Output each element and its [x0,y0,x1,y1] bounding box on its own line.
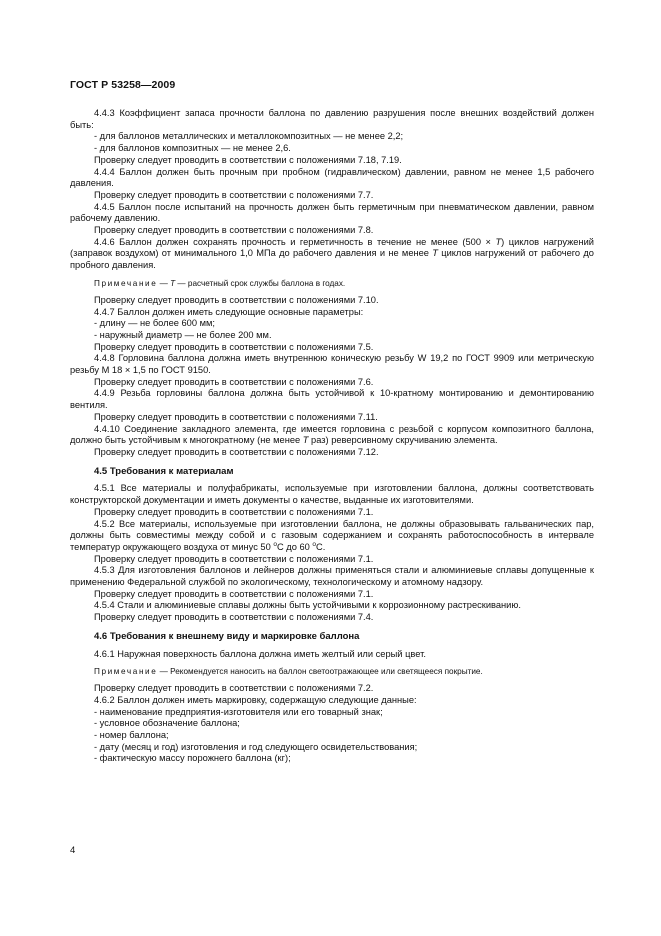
paragraph [70,424,594,447]
text-run: циклов нагружений от рабочего до пробного давления. [70,248,594,271]
paragraph: Проверку следует проводить в соответствии с положениями 7.8. [94,225,374,236]
text-run: T [432,248,438,259]
text-run: 4.5.2 Все материалы, используемые при изготовлении баллона, не должны образовывать гальванических пар, должны быть совместимы между собой и с газовым содержанием и сохранять работоспособность в интервале температур окружающего воздуха от минус 50 [70,518,594,552]
list-item: - наружный диаметр — не более 200 мм. [94,329,272,340]
text-run: — [157,278,171,288]
list-item: - дату (месяц и год) изготовления и год следующего освидетельствования; [94,741,418,752]
text-run: С. [316,541,326,552]
paragraph: 4.6.1 Наружная поверхность баллона должна иметь желтый или серый цвет. [94,648,426,659]
paragraph: 4.6.2 Баллон должен иметь маркировку, содержащую следующие данные: [94,694,417,705]
text-run: T [302,435,309,446]
paragraph: Проверку следует проводить в соответствии с положениями 7.6. [94,376,374,387]
note [70,278,594,289]
list-item: - номер баллона; [94,730,169,741]
text-run: раз) реверсивному скручиванию элемента. [308,435,498,446]
section-heading: 4.6 Требования к внешнему виду и маркировке баллона [94,630,360,642]
paragraph [70,519,594,554]
degree-sign: о [273,540,277,548]
note-text: — Рекомендуется наносить на баллон светоотражающее или светящееся покрытие. [157,667,483,677]
text-run: T [170,278,176,288]
paragraph: Проверку следует проводить в соответствии с положениями 7.2. [94,683,374,694]
paragraph: Проверку следует проводить в соответствии с положениями 7.5. [94,341,374,352]
page-number: 4 [70,845,76,856]
text-run: С до 60 [276,541,313,552]
paragraph: 4.5.4 Стали и алюминиевые сплавы должны быть устойчивыми к коррозионному растрескиванию. [94,600,521,611]
list-item: - для баллонов композитных — не менее 2,6. [94,143,291,154]
list-item: - условное обозначение баллона; [94,718,240,729]
paragraph: 4.4.4 Баллон должен быть прочным при пробном (гидравлическом) давлении, равном не менее 1,5 рабочего давления. [70,166,594,189]
section-heading: 4.5 Требования к материалам [94,465,234,477]
list-item: - для баллонов металлических и металлокомпозитных — не менее 2,2; [94,131,404,142]
text-run: T [495,236,502,247]
paragraph: Проверку следует проводить в соответствии с положениями 7.4. [94,612,374,623]
paragraph: Проверку следует проводить в соответствии с положениями 7.1. [94,506,374,517]
paragraph: 4.4.9 Резьба горловины баллона должна быть устойчивой к 10-кратному монтированию и демонтированию вентиля. [70,388,594,411]
paragraph: Проверку следует проводить в соответствии с положениями 7.1. [94,588,374,599]
document-header: ГОСТ Р 53258—2009 [70,79,176,91]
document-body [70,108,594,765]
note-text: — расчетный срок службы баллона в годах. [175,278,346,288]
paragraph: Проверку следует проводить в соответствии с положениями 7.11. [94,411,378,422]
paragraph: Проверку следует проводить в соответствии с положениями 7.10. [94,294,379,305]
paragraph: 4.5.1 Все материалы и полуфабрикаты, используемые при изготовлении баллона, должны соответствовать конструкторской документации и иметь документы о качестве, выданные их изготовителями. [70,483,594,506]
note-label: Примечание [94,667,158,677]
note [70,666,594,677]
paragraph: 4.4.7 Баллон должен иметь следующие основные параметры: [94,306,364,317]
paragraph: 4.5.3 Для изготовления баллонов и лейнеров должны применяться стали и алюминиевые сплавы допущенные к применению Федеральной службой по экологическому, технологическому и атомному надзору. [70,565,594,588]
text-run: 4.4.6 Баллон должен сохранять прочность и герметичность в течение не менее (500 × [94,236,496,247]
paragraph: Проверку следует проводить в соответствии с положениями 7.7. [94,189,374,200]
degree-sign: о [312,540,317,548]
list-item: - наименование предприятия-изготовителя или его товарный знак; [94,706,383,717]
paragraph: 4.4.3 Коэффициент запаса прочности баллона по давлению разрушения после внешних воздействий должен быть: [70,108,594,130]
text-run: 4.4.10 Соединение закладного элемента, где имеется горловина с резьбой с корпусом композитного баллона, должно быть устойчивым к многократному (не менее [70,423,594,446]
text-run: ) циклов нагружений (заправок воздухом) от минимального 1,0 МПа до рабочего давления и не менее [70,236,595,259]
note-label: Примечание [94,278,158,288]
list-item: - фактическую массу порожнего баллона (кг); [94,753,291,764]
paragraph: 4.4.5 Баллон после испытаний на прочность должен быть герметичным при пневматическом давлении, равном рабочему давлению. [70,201,594,224]
paragraph [70,237,594,272]
paragraph: Проверку следует проводить в соответствии с положениями 7.12. [94,446,379,457]
list-item: - длину — не более 600 мм; [94,318,215,329]
paragraph: Проверку следует проводить в соответствии с положениями 7.18, 7.19. [94,154,402,165]
paragraph: 4.4.8 Горловина баллона должна иметь внутреннюю коническую резьбу W 19,2 по ГОСТ 9909 или метрическую резьбу М 18 × 1,5 по ГОСТ 9150. [70,353,594,376]
paragraph: Проверку следует проводить в соответствии с положениями 7.1. [94,553,374,564]
